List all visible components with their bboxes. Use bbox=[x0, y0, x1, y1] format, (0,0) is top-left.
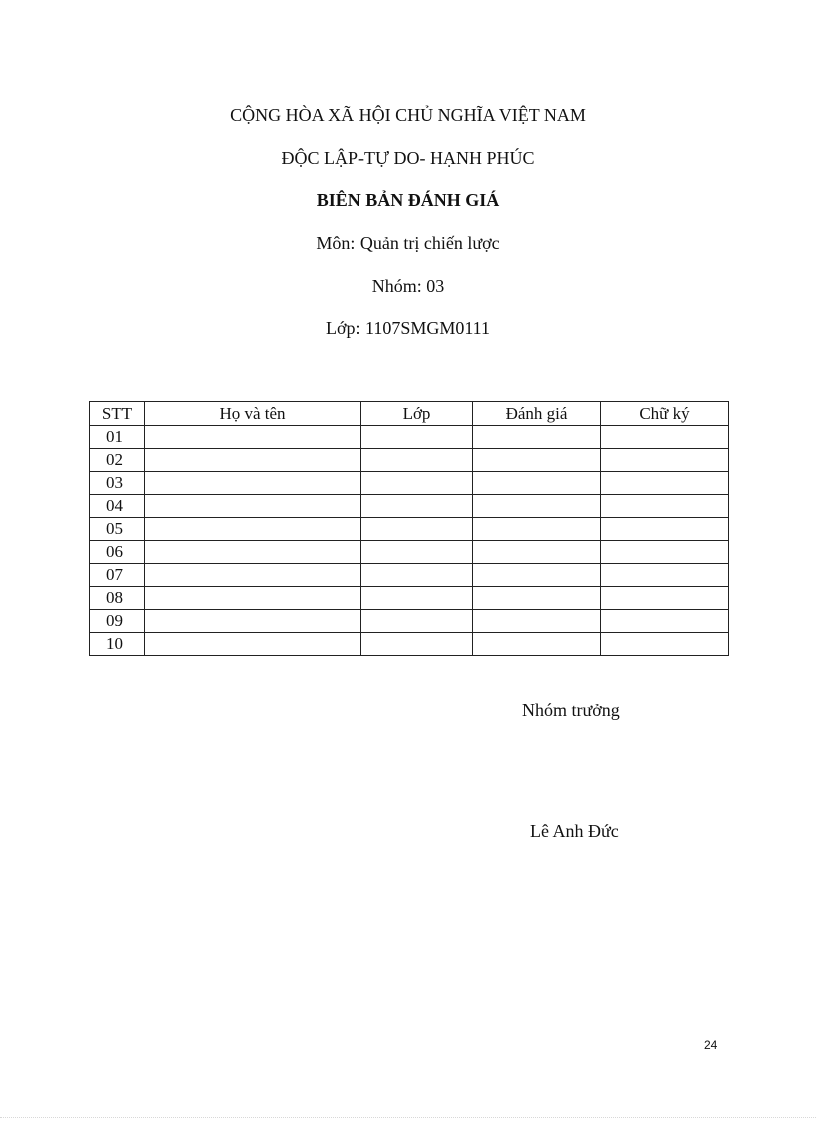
evaluation-cell bbox=[473, 495, 601, 518]
row-number: 08 bbox=[90, 587, 145, 610]
row-number: 07 bbox=[90, 564, 145, 587]
class-cell bbox=[361, 633, 473, 656]
row-number: 05 bbox=[90, 518, 145, 541]
table-row bbox=[90, 426, 729, 449]
column-header-evaluation: Đánh giá bbox=[473, 402, 601, 426]
table-row bbox=[90, 564, 729, 587]
row-number: 06 bbox=[90, 541, 145, 564]
row-number: 03 bbox=[90, 472, 145, 495]
evaluation-cell bbox=[473, 472, 601, 495]
signature-cell bbox=[601, 610, 729, 633]
subject-line: Môn: Quản trị chiến lược bbox=[316, 233, 500, 253]
class-cell bbox=[361, 449, 473, 472]
table-header-row bbox=[90, 402, 729, 426]
name-cell bbox=[145, 541, 361, 564]
class-cell bbox=[361, 541, 473, 564]
signature-name: Lê Anh Đức bbox=[530, 821, 619, 841]
table-row bbox=[90, 472, 729, 495]
evaluation-cell bbox=[473, 633, 601, 656]
name-cell bbox=[145, 564, 361, 587]
class-cell bbox=[361, 518, 473, 541]
signature-cell bbox=[601, 564, 729, 587]
column-header-class: Lớp bbox=[361, 402, 473, 426]
class-cell bbox=[361, 495, 473, 518]
table-row bbox=[90, 495, 729, 518]
class-cell bbox=[361, 564, 473, 587]
column-header-stt: STT bbox=[90, 402, 145, 426]
name-cell bbox=[145, 472, 361, 495]
page-number: 24 bbox=[704, 1038, 718, 1052]
table-row bbox=[90, 449, 729, 472]
motto-heading: ĐỘC LẬP-TỰ DO- HẠNH PHÚC bbox=[281, 148, 535, 168]
class-cell bbox=[361, 472, 473, 495]
name-cell bbox=[145, 449, 361, 472]
evaluation-cell bbox=[473, 541, 601, 564]
signature-cell bbox=[601, 541, 729, 564]
table-row bbox=[90, 518, 729, 541]
table-row bbox=[90, 587, 729, 610]
signature-cell bbox=[601, 587, 729, 610]
name-cell bbox=[145, 633, 361, 656]
evaluation-cell bbox=[473, 564, 601, 587]
table-row bbox=[90, 633, 729, 656]
page-bottom-divider bbox=[0, 1117, 816, 1118]
class-cell bbox=[361, 610, 473, 633]
table-row bbox=[90, 541, 729, 564]
class-cell bbox=[361, 426, 473, 449]
name-cell bbox=[145, 426, 361, 449]
signature-cell bbox=[601, 495, 729, 518]
evaluation-cell bbox=[473, 426, 601, 449]
signature-cell bbox=[601, 426, 729, 449]
signature-cell bbox=[601, 449, 729, 472]
name-cell bbox=[145, 587, 361, 610]
evaluation-cell bbox=[473, 449, 601, 472]
signature-cell bbox=[601, 633, 729, 656]
name-cell bbox=[145, 610, 361, 633]
evaluation-table bbox=[89, 401, 729, 656]
table-row bbox=[90, 610, 729, 633]
group-line: Nhóm: 03 bbox=[371, 276, 445, 296]
column-header-signature: Chữ ký bbox=[601, 402, 729, 426]
signature-cell bbox=[601, 518, 729, 541]
signature-cell bbox=[601, 472, 729, 495]
evaluation-cell bbox=[473, 518, 601, 541]
row-number: 04 bbox=[90, 495, 145, 518]
name-cell bbox=[145, 495, 361, 518]
class-line: Lớp: 1107SMGM0111 bbox=[325, 318, 491, 338]
name-cell bbox=[145, 518, 361, 541]
row-number: 01 bbox=[90, 426, 145, 449]
class-cell bbox=[361, 587, 473, 610]
row-number: 02 bbox=[90, 449, 145, 472]
row-number: 09 bbox=[90, 610, 145, 633]
evaluation-cell bbox=[473, 587, 601, 610]
evaluation-cell bbox=[473, 610, 601, 633]
column-header-name: Họ và tên bbox=[145, 402, 361, 426]
nation-heading: CỘNG HÒA XÃ HỘI CHỦ NGHĨA VIỆT NAM bbox=[230, 105, 586, 125]
signature-role: Nhóm trưởng bbox=[522, 700, 620, 720]
row-number: 10 bbox=[90, 633, 145, 656]
document-title: BIÊN BẢN ĐÁNH GIÁ bbox=[316, 190, 500, 210]
